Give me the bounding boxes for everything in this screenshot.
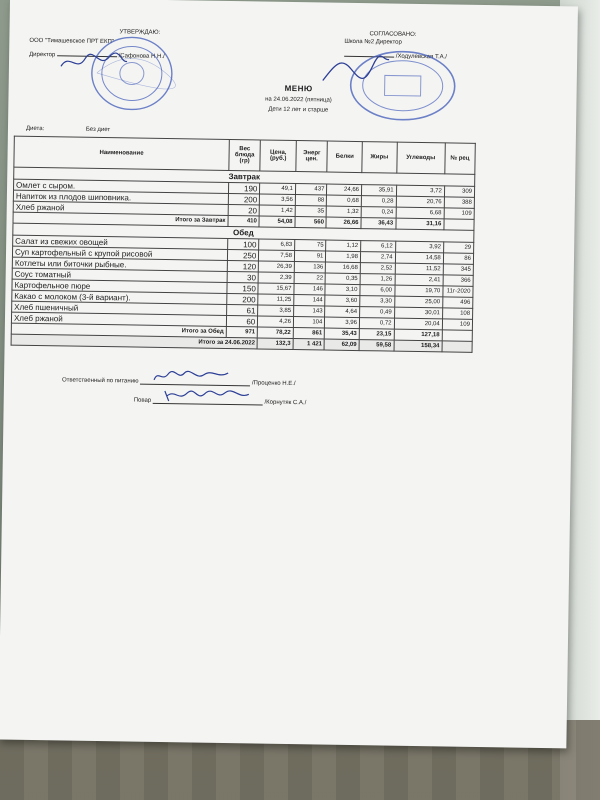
cell-carbs: 3,72 <box>396 185 444 197</box>
director-signature-left <box>59 48 129 75</box>
col-energy: Энерг цен. <box>296 141 328 172</box>
menu-age-group: Дети 12 лет и старше <box>268 106 329 114</box>
cell-carbs: 6,68 <box>396 207 444 219</box>
cell-carbs: 19,70 <box>394 285 442 297</box>
cell-protein: 1,32 <box>327 206 362 218</box>
total-protein: 26,66 <box>326 217 361 229</box>
cell-carbs: 25,00 <box>394 296 442 308</box>
total-label: Итого за 24.06.2022 <box>11 334 257 349</box>
cell-fat: 0,72 <box>359 318 394 330</box>
cell-fat: 6,12 <box>361 241 396 253</box>
cell-weight: 60 <box>226 315 258 326</box>
total-label: Итого за Завтрак <box>13 212 228 226</box>
diet-value: Без диет <box>85 126 111 134</box>
total-empty <box>442 341 472 352</box>
cell-fat: 2,52 <box>360 263 395 275</box>
total-energy: 861 <box>293 328 325 339</box>
cell-carbs: 2,41 <box>395 274 443 286</box>
cell-name: Картофельное пюре <box>12 279 227 293</box>
diet-label: Диета: <box>25 125 45 133</box>
cell-protein: 1,98 <box>326 251 361 263</box>
cell-energy: 144 <box>294 295 326 306</box>
cell-carbs: 11,52 <box>395 263 443 275</box>
cell-fat: 2,74 <box>360 252 395 264</box>
cell-weight: 200 <box>227 293 259 304</box>
total-energy: 1 421 <box>293 339 325 350</box>
cell-price: 11,25 <box>258 294 294 306</box>
total-carbs: 127,18 <box>394 329 442 341</box>
cell-price: 7,58 <box>259 250 295 262</box>
cell-price: 26,39 <box>259 261 295 273</box>
cell-energy: 143 <box>294 306 326 317</box>
cell-energy: 146 <box>294 284 326 295</box>
cell-recipe: 388 <box>444 197 474 208</box>
cell-fat: 0,49 <box>360 307 395 319</box>
cell-price: 49,1 <box>260 183 296 195</box>
cell-weight: 20 <box>228 204 260 215</box>
cell-name: Какао с молоком (3-й вариант). <box>12 290 227 304</box>
approved-position: Директор <box>29 51 56 59</box>
director-signature-right <box>321 54 391 85</box>
cell-protein: 24,66 <box>327 184 362 196</box>
cell-weight: 200 <box>228 193 260 204</box>
cell-carbs: 3,92 <box>395 241 443 253</box>
cell-weight: 120 <box>227 260 259 271</box>
total-empty <box>444 219 474 230</box>
total-price: 132,3 <box>257 338 293 350</box>
approved-org: ООО "Тимашевское ПРТ ЕКП" <box>29 37 115 46</box>
agreed-name: /Ходулевская Т.А./ <box>395 53 448 61</box>
cell-name: Хлеб пшеничный <box>12 301 227 315</box>
cell-energy: 136 <box>294 262 326 273</box>
section-title: Обед <box>13 223 474 242</box>
cell-weight: 61 <box>226 304 258 315</box>
total-price: 54,08 <box>259 216 295 228</box>
agreed-school: Школа <box>344 38 363 46</box>
cell-recipe: 309 <box>444 186 474 197</box>
total-protein: 35,43 <box>325 328 360 340</box>
total-weight: 410 <box>228 215 260 226</box>
col-name: Наименование <box>14 136 229 170</box>
cell-name: Суп картофельный с крупой рисовой <box>12 246 227 260</box>
cell-protein: 1,12 <box>326 240 361 252</box>
responsible-name: /Проценко Н.Е./ <box>251 380 296 388</box>
total-fat: 59,58 <box>359 340 394 352</box>
cell-carbs: 14,58 <box>395 252 443 264</box>
cook-name: /Корнутяк С.А./ <box>264 399 307 407</box>
total-label: Итого за Обед <box>11 323 226 337</box>
total-empty <box>442 330 472 341</box>
total-carbs: 158,34 <box>394 340 442 352</box>
total-fat: 36,43 <box>361 218 396 230</box>
cell-recipe: 109 <box>442 319 472 330</box>
cook-signature-line <box>134 393 307 407</box>
total-carbs: 31,16 <box>396 218 444 230</box>
cell-energy: 75 <box>295 240 327 251</box>
cell-recipe: 366 <box>443 275 473 286</box>
cell-recipe: 345 <box>443 264 473 275</box>
col-recipe: № рец <box>445 143 476 174</box>
cell-recipe: 29 <box>443 242 473 253</box>
cell-price: 4,26 <box>258 316 294 328</box>
cell-fat: 0,24 <box>361 207 396 219</box>
section-title: Завтрак <box>14 167 475 186</box>
cell-recipe: 11г-2020 <box>443 286 473 297</box>
col-fat: Жиры <box>362 142 397 174</box>
cell-name: Котлеты или биточки рыбные. <box>12 257 227 271</box>
cell-fat: 35,91 <box>361 185 396 197</box>
cell-name: Хлеб ржаной <box>11 312 226 326</box>
total-energy: 560 <box>295 217 327 228</box>
cell-fat: 3,30 <box>360 296 395 308</box>
cell-fat: 6,00 <box>360 285 395 297</box>
cell-energy: 104 <box>293 317 325 328</box>
col-weight: Вес блюда (гр) <box>229 139 261 170</box>
cell-weight: 100 <box>227 238 259 249</box>
cell-carbs: 20,76 <box>396 196 444 208</box>
cell-protein: 0,68 <box>327 195 362 207</box>
cell-energy: 437 <box>295 184 327 195</box>
responsible-signature <box>152 368 232 385</box>
responsible-signature-line <box>62 372 296 387</box>
cell-recipe: 86 <box>443 253 473 264</box>
cell-name: Салат из свежих овощей <box>13 235 228 249</box>
diet-line <box>26 126 150 134</box>
cell-price: 15,67 <box>258 283 294 295</box>
cell-name: Напиток из плодов шиповника. <box>13 190 228 204</box>
total-protein: 62,09 <box>324 339 359 351</box>
cell-energy: 88 <box>295 195 327 206</box>
cell-weight: 30 <box>227 271 259 282</box>
agreed-school-no: №2 <box>364 39 375 46</box>
cell-price: 1,42 <box>259 205 295 217</box>
title-block <box>208 83 388 115</box>
col-carbs: Углеводы <box>396 142 445 174</box>
cook-signature <box>163 387 253 404</box>
cell-protein: 3,96 <box>325 317 360 329</box>
menu-table <box>11 136 476 353</box>
cell-carbs: 30,01 <box>394 307 442 319</box>
cell-recipe: 108 <box>442 308 472 319</box>
cell-price: 2,39 <box>258 272 294 284</box>
approved-name: /Сафонова Н.Н./ <box>118 53 165 60</box>
cell-protein: 4,64 <box>325 306 360 318</box>
cell-price: 3,85 <box>258 305 294 317</box>
cell-protein: 0,35 <box>325 273 360 285</box>
cell-price: 3,56 <box>260 194 296 206</box>
cell-weight: 250 <box>227 249 259 260</box>
total-fat: 23,15 <box>359 329 394 341</box>
cell-name: Омлет с сыром. <box>14 179 229 193</box>
approved-title: УТВЕРЖДАЮ: <box>119 29 161 36</box>
cell-weight: 190 <box>228 182 260 193</box>
cook-label: Повар <box>133 397 152 404</box>
cell-fat: 0,28 <box>361 196 396 208</box>
cell-price: 6,83 <box>259 239 295 251</box>
cell-name: Соус томатный <box>12 268 227 282</box>
cell-protein: 16,68 <box>326 262 361 274</box>
cell-carbs: 20,04 <box>394 318 442 330</box>
menu-date: на 24.06.2022 (пятница) <box>265 96 332 104</box>
cell-recipe: 109 <box>444 208 474 219</box>
agreed-position: Директор <box>375 39 402 46</box>
cell-weight: 150 <box>227 282 259 293</box>
cell-name: Хлеб ржаной <box>13 201 228 215</box>
agreed-title: СОГЛАСОВАНО: <box>369 31 417 38</box>
cell-energy: 35 <box>295 206 327 217</box>
cell-recipe: 496 <box>442 297 472 308</box>
total-weight: 971 <box>226 326 258 337</box>
responsible-label: Ответственный по питанию <box>61 377 139 385</box>
page-title: МЕНЮ <box>284 83 313 94</box>
col-protein: Белки <box>327 141 362 173</box>
cell-fat: 1,26 <box>360 274 395 286</box>
col-price: Цена, (руб.) <box>260 140 296 172</box>
cell-protein: 3,10 <box>325 284 360 296</box>
cell-energy: 91 <box>294 251 326 262</box>
cell-protein: 3,60 <box>325 295 360 307</box>
total-price: 78,22 <box>258 327 294 339</box>
cell-energy: 22 <box>294 273 326 284</box>
